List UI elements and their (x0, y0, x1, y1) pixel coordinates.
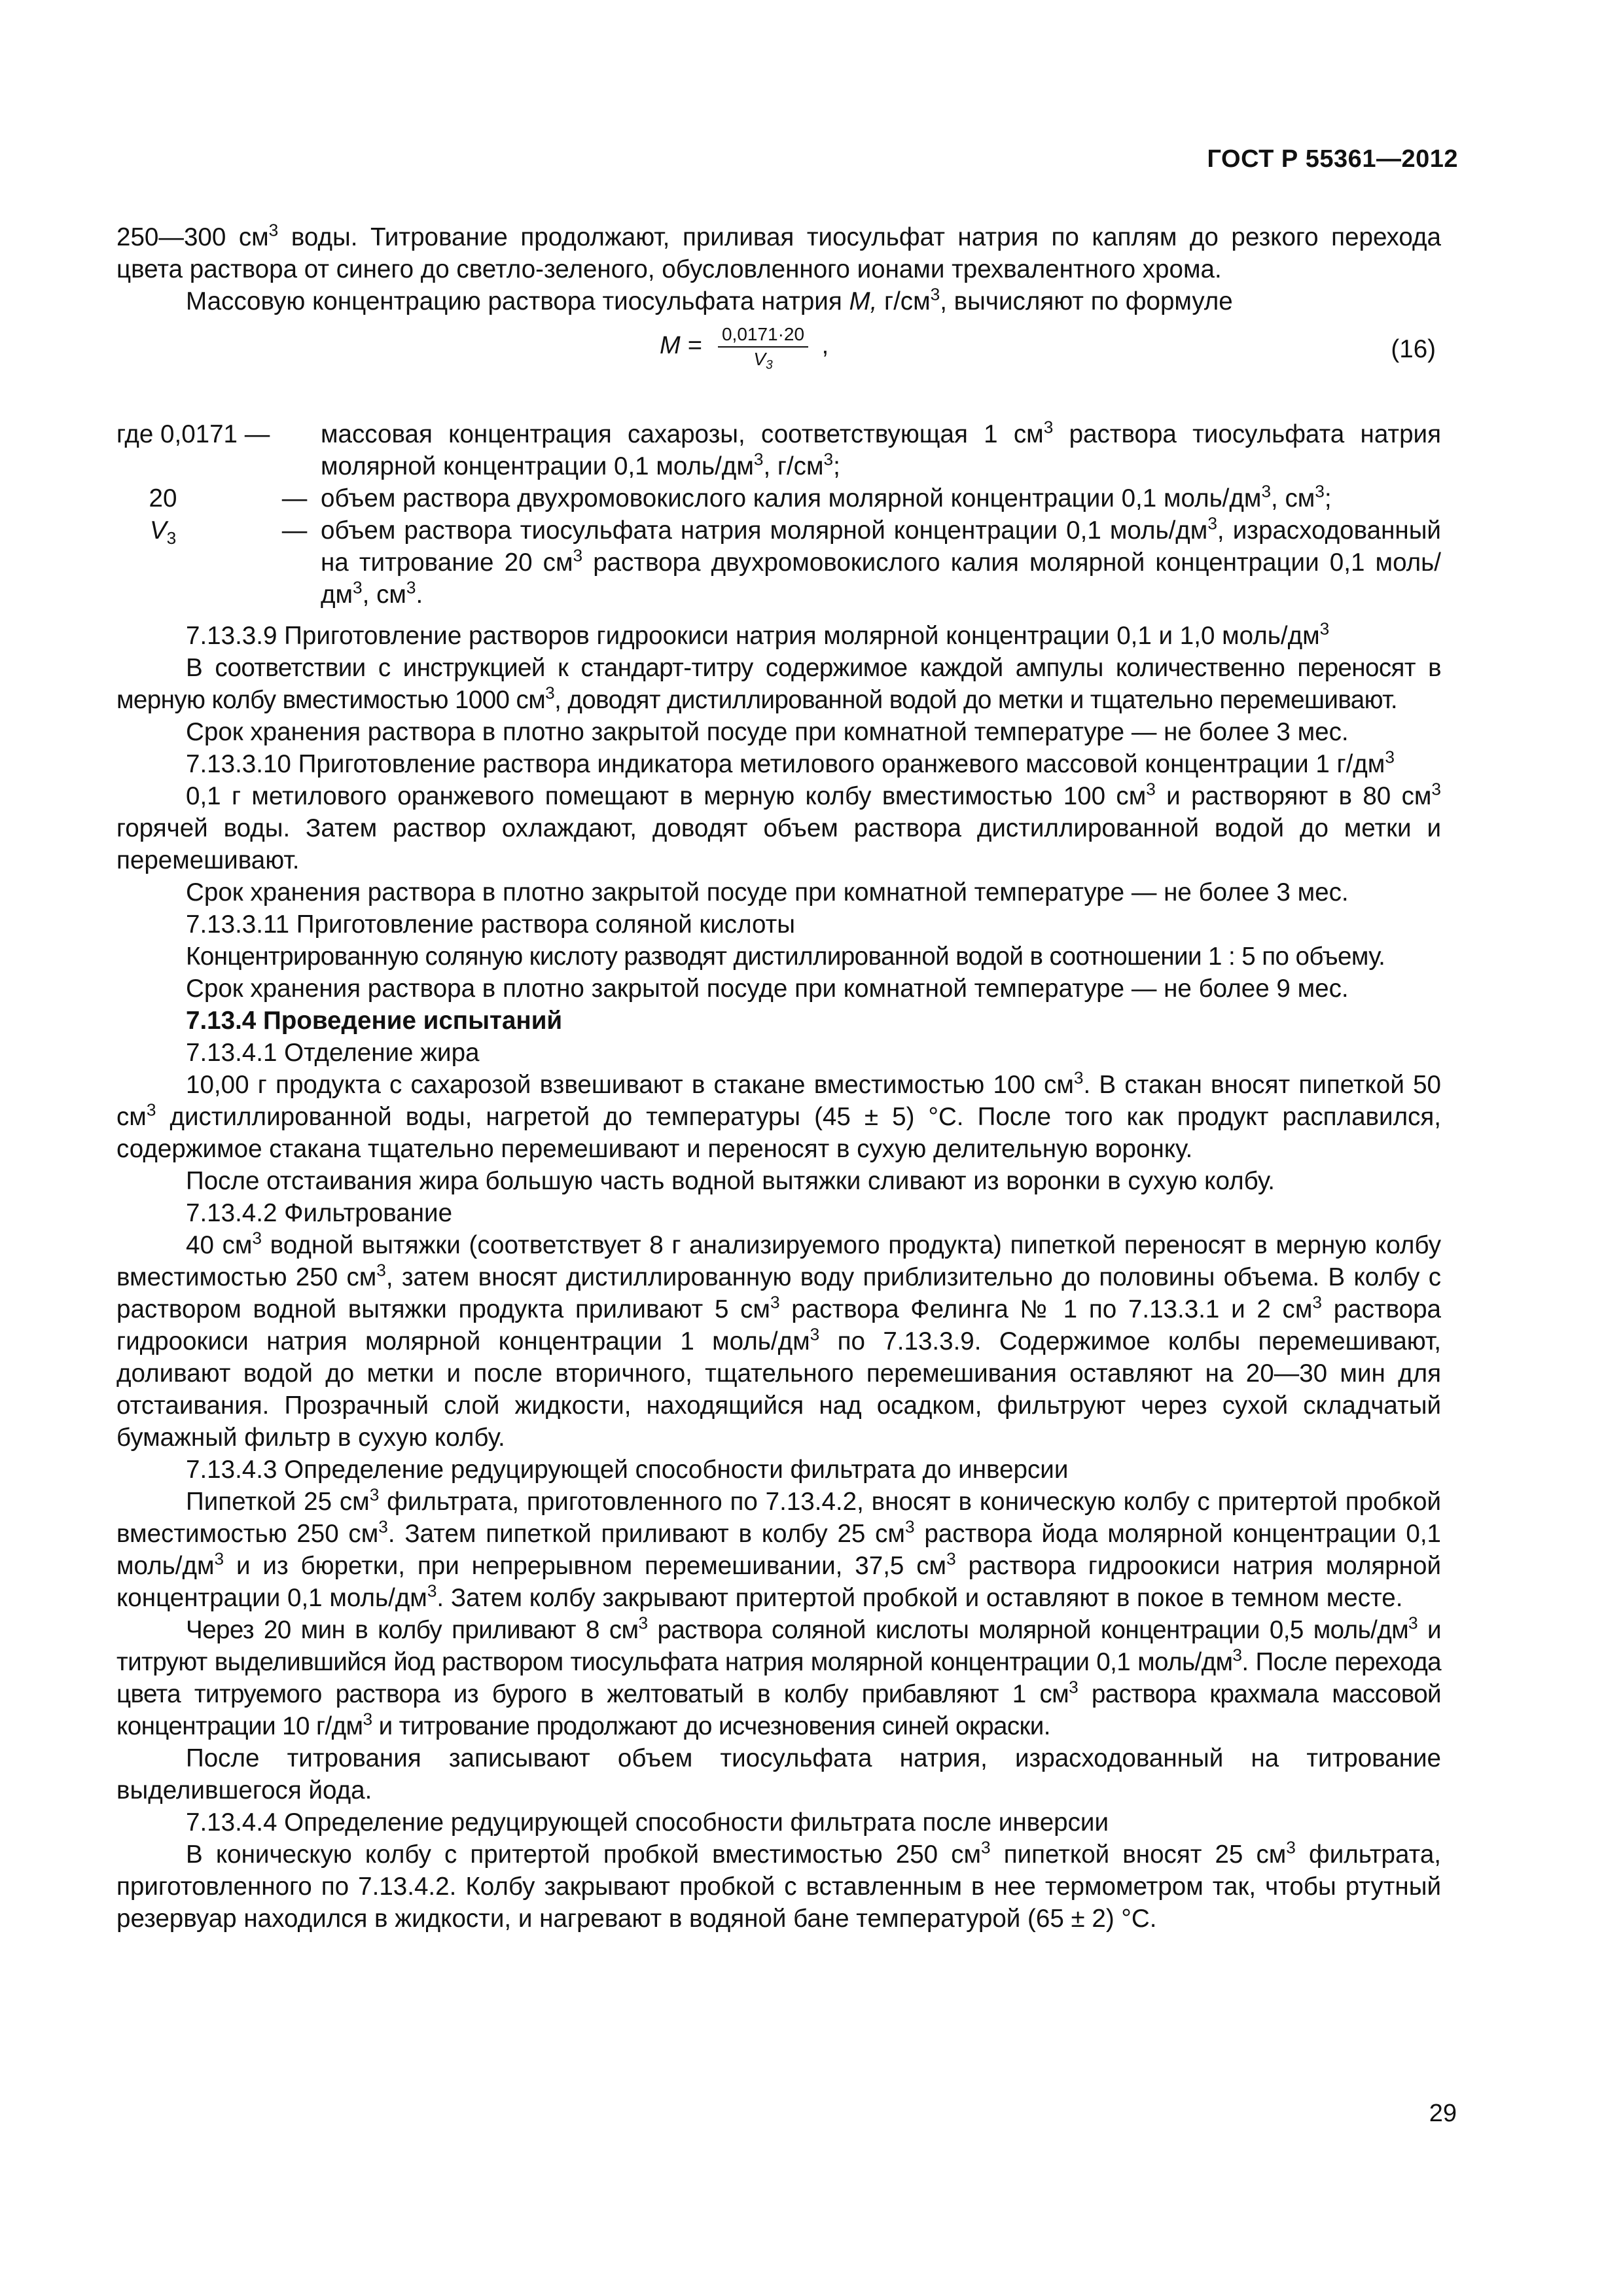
formula-16 (116, 317, 1441, 399)
legend-dash: — (281, 484, 308, 512)
paragraph: Через 20 мин в колбу приливают 8 $см^3$ раствора соляной кислоты молярной концентрации 0,5 моль/$дм^3$ и титруют выделившийся йод раствором тиосульфата натрия молярной концентрации 0,1 моль/$дм^3$. После перехода цвета титруемого раствора из бурого в желтоватый в колбу прибавляют 1 $см^3$ раствора крахмала массовой концентрации 10 $г/дм^3$ и титрование продолжают до исчезновения синей окраски. (116, 1613, 1441, 1740)
paragraph: Срок хранения раствора в плотно закрытой посуде при комнатной температуре — не более 3 мес. (186, 718, 1349, 746)
legend-dash: — (281, 516, 308, 545)
paragraph: В соответствии с инструкцией к стандарт-титру содержимое каждой ампулы количественно переносят в мерную колбу вместимостью 1000 $см^3$, доводят дистиллированной водой до метки и тщательно перемешивают. (116, 654, 1441, 714)
paragraph: 10,00 г продукта с сахарозой взвешивают в стакане вместимостью 100 $см^3$. В стакан вносят пипеткой 50 $см^3$ дистиллированной воды, нагретой до температуры (45 ± 5) °С. После того как продукт расплавился, содержимое стакана тщательно перемешивают и переносят в сухую делительную воронку. (116, 1067, 1441, 1163)
section-heading: 7.13.3.11 Приготовление раствора соляной кислоты (186, 910, 796, 939)
section-heading: 7.13.4.3 Определение редуцирующей способности фильтрата до инверсии (186, 1456, 1069, 1484)
section-heading: 7.13.3.9 Приготовление растворов гидроокиси натрия молярной концентрации 0,1 и 1,0 моль/$дм^3$ (186, 619, 1330, 650)
paragraph: После отстаивания жира большую часть водной вытяжки сливают из воронки в сухую колбу. (186, 1167, 1275, 1195)
standard-header: ГОСТ Р 55361—2012 (1207, 145, 1458, 173)
formula-expression: M = $\frac{0,0171\cdot 20}{V_3}$ , (660, 324, 829, 372)
section-heading: 7.13.4.4 Определение редуцирующей способности фильтрата после инверсии (186, 1808, 1109, 1837)
section-heading: 7.13.3.10 Приготовление раствора индикатора метилового оранжевого массовой концентрации 1 $г/дм^3$ (186, 747, 1395, 778)
section-heading: 7.13.4.1 Отделение жира (186, 1039, 480, 1067)
legend-key: где 0,0171 — (116, 420, 270, 448)
variable-legend (116, 418, 1441, 611)
legend-value: массовая концентрация сахарозы, соответствующая 1 $см^3$ раствора тиосульфата натрия молярной концентрации 0,1 моль/$дм^3$, $г/см^3$; (321, 417, 1441, 480)
equation-number: (16) (1391, 335, 1436, 363)
paragraph: Массовую концентрацию раствора тиосульфата натрия M, $г/см^3$, вычисляют по формуле (186, 284, 1233, 315)
paragraph: 40 $см^3$ водной вытяжки (соответствует 8 г анализируемого продукта) пипеткой переносят в мерную колбу вместимостью 250 $см^3$, затем вносят дистиллированную воду приблизительно до половины объема. В колбу с раствором водной вытяжки продукта приливают 5 $см^3$ раствора Фелинга № 1 по 7.13.3.1 и 2 $см^3$ раствора гидроокиси натрия молярной концентрации 1 моль/$дм^3$ по 7.13.3.9. Содержимое колбы перемешивают, доливают водой до метки и после вторичного, тщательного перемешивания оставляют на 20—30 мин для отстаивания. Прозрачный слой жидкости, находящийся над осадком, фильтруют через сухой складчатый бумажный фильтр в сухую колбу. (116, 1228, 1441, 1452)
section-heading-bold: 7.13.4 Проведение испытаний (186, 1007, 563, 1035)
paragraph: Концентрированную соляную кислоту разводят дистиллированной водой в соотношении 1 : 5 по объему. (186, 942, 1385, 971)
paragraph: Пипеткой 25 $см^3$ фильтрата, приготовленного по 7.13.4.2, вносят в коническую колбу с притертой пробкой вместимостью 250 $см^3$. Затем пипеткой приливают в колбу 25 $см^3$ раствора йода молярной концентрации 0,1 моль/$дм^3$ и из бюретки, при непрерывном перемешивании, 37,5 $см^3$ раствора гидроокиси натрия молярной концентрации 0,1 моль/$дм^3$. Затем колбу закрывают притертой пробкой и оставляют в покое в темном месте. (116, 1484, 1441, 1612)
paragraph: Срок хранения раствора в плотно закрытой посуде при комнатной температуре — не более 3 мес. (186, 878, 1349, 906)
paragraph: Срок хранения раствора в плотно закрытой посуде при комнатной температуре — не более 9 мес. (186, 975, 1349, 1003)
legend-key: $V_3$ (149, 516, 177, 548)
page-number: 29 (1429, 2100, 1457, 2127)
paragraph: После титрования записывают объем тиосульфата натрия, израсходованный на титрование выделившегося йода. (116, 1744, 1441, 1804)
paragraph: 250—300 $см^3$ воды. Титрование продолжают, приливая тиосульфат натрия по каплям до резкого перехода цвета раствора от синего до светло-зеленого, обусловленного ионами трехвалентного хрома. (116, 220, 1441, 283)
legend-key: 20 (149, 484, 177, 512)
formula-fraction: $\frac{0,0171\cdot 20}{V_3}$ (718, 323, 808, 371)
paragraph: 0,1 г метилового оранжевого помещают в мерную колбу вместимостью 100 $см^3$ и растворяют в 80 $см^3$ горячей воды. Затем раствор охлаждают, доводят объем раствора дистиллированной водой до метки и перемешивают. (116, 779, 1441, 874)
legend-value: объем раствора тиосульфата натрия молярной концентрации 0,1 моль/$дм^3$, израсходованный на титрование 20 $см^3$ раствора двухромовокислого калия молярной концентрации 0,1 моль/$дм^3$, $см^3$. (321, 513, 1441, 609)
section-heading: 7.13.4.2 Фильтрование (186, 1199, 453, 1227)
legend-value: объем раствора двухромовокислого калия молярной концентрации 0,1 моль/$дм^3$, $см^3$; (321, 481, 1332, 512)
document-body (116, 221, 1441, 1935)
paragraph: В коническую колбу с притертой пробкой вместимостью 250 $см^3$ пипеткой вносят 25 $см^3$ фильтрата, приготовленного по 7.13.4.2. Колбу закрывают пробкой с вставленным в нее термометром так, чтобы ртутный резервуар находился в жидкости, и нагревают в водяной бане температурой (65 ± 2) °С. (116, 1837, 1442, 1933)
